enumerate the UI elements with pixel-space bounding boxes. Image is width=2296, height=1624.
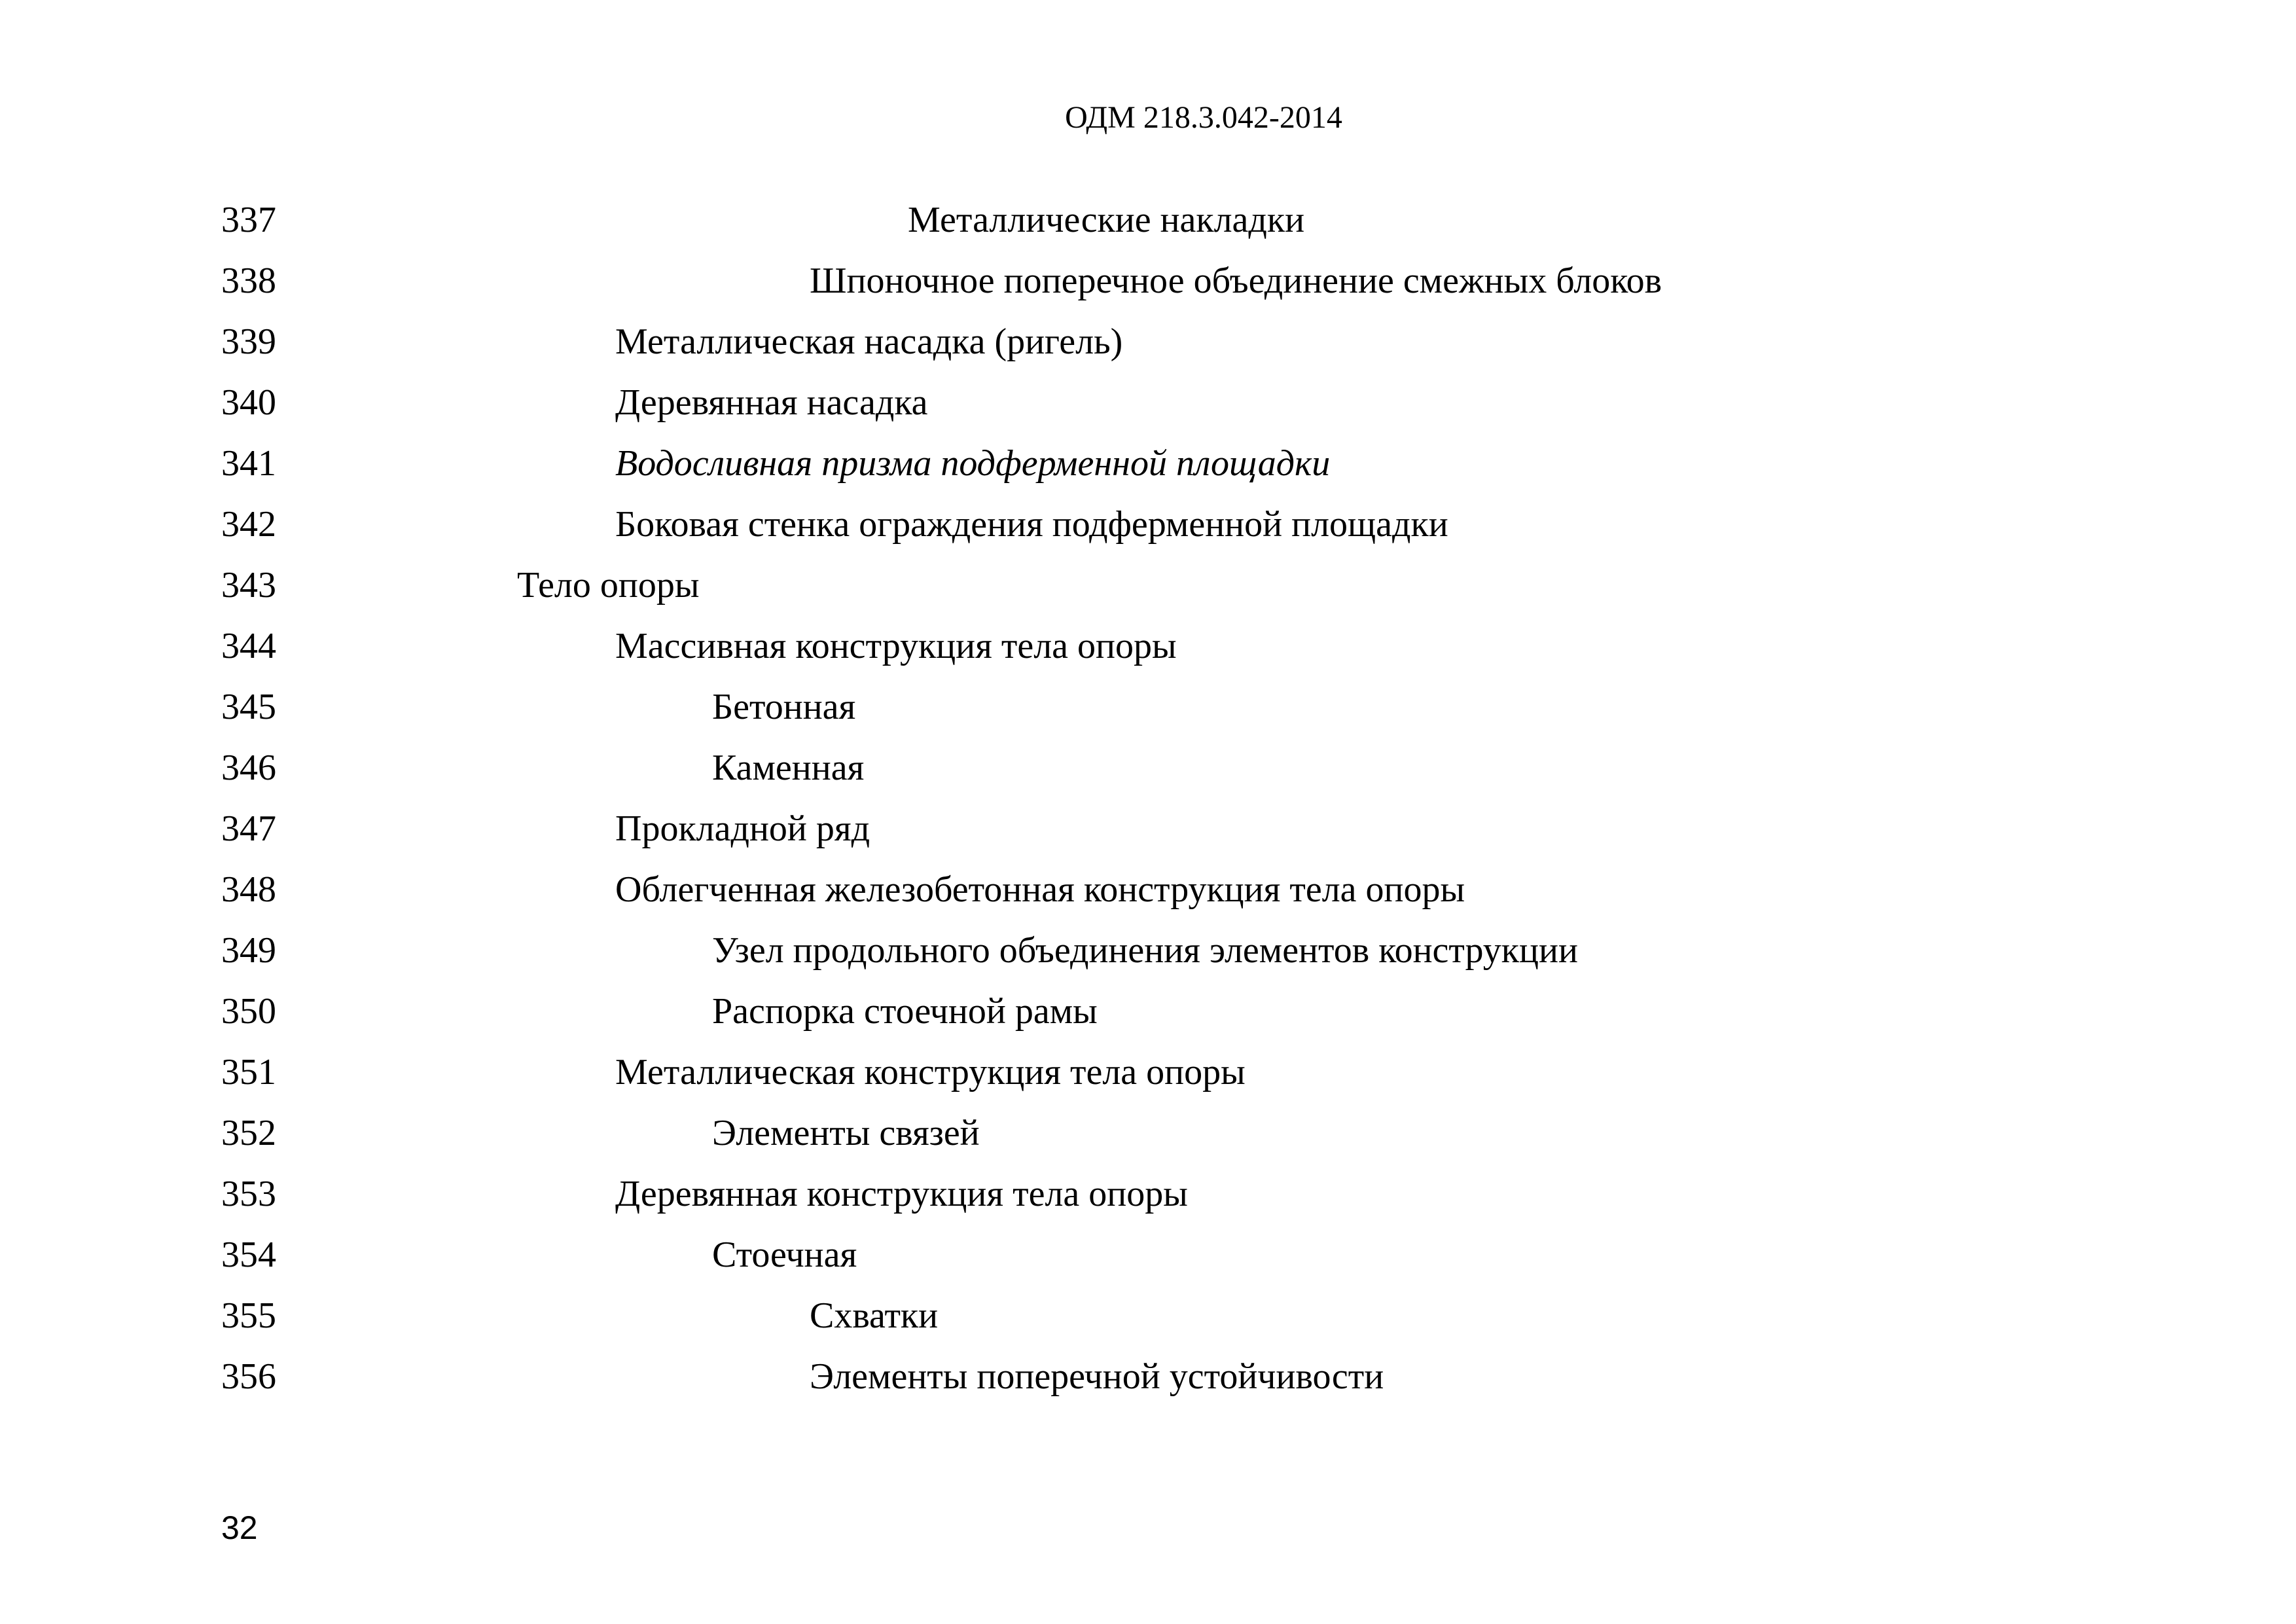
item-text: Облегченная железобетонная конструкция тела опоры bbox=[615, 869, 1465, 910]
item-number: 356 bbox=[221, 1356, 276, 1397]
item-number: 337 bbox=[221, 200, 276, 240]
item-number: 345 bbox=[221, 687, 276, 727]
list-item bbox=[0, 379, 2296, 440]
classifier-list bbox=[0, 196, 2296, 1414]
item-number: 353 bbox=[221, 1174, 276, 1214]
item-number: 346 bbox=[221, 748, 276, 788]
item-text: Шпоночное поперечное объединение смежных блоков bbox=[810, 261, 1662, 301]
item-text: Металлическая конструкция тела опоры bbox=[615, 1052, 1246, 1092]
item-number: 342 bbox=[221, 504, 276, 545]
list-item bbox=[0, 440, 2296, 501]
list-item bbox=[0, 1049, 2296, 1110]
item-number: 344 bbox=[221, 626, 276, 666]
list-item bbox=[0, 1110, 2296, 1170]
item-text: Металлическая насадка (ригель) bbox=[615, 321, 1123, 362]
item-text: Элементы поперечной устойчивости bbox=[810, 1356, 1384, 1397]
item-text: Элементы связей bbox=[712, 1113, 980, 1153]
item-text: Распорка стоечной рамы bbox=[712, 991, 1098, 1032]
document-header: ОДМ 218.3.042-2014 bbox=[1065, 100, 1342, 135]
item-number: 340 bbox=[221, 382, 276, 423]
list-item bbox=[0, 683, 2296, 744]
item-number: 355 bbox=[221, 1295, 276, 1336]
list-item bbox=[0, 501, 2296, 562]
list-item bbox=[0, 1231, 2296, 1292]
item-number: 354 bbox=[221, 1235, 276, 1275]
item-number: 338 bbox=[221, 261, 276, 301]
list-item bbox=[0, 318, 2296, 379]
item-text: Массивная конструкция тела опоры bbox=[615, 626, 1177, 666]
item-text: Тело опоры bbox=[517, 565, 700, 605]
item-text: Схватки bbox=[810, 1295, 939, 1336]
item-text: Бетонная bbox=[712, 687, 856, 727]
list-item bbox=[0, 744, 2296, 805]
list-item bbox=[0, 1170, 2296, 1231]
item-number: 339 bbox=[221, 321, 276, 362]
item-text: Боковая стенка ограждения подферменной площадки bbox=[615, 504, 1448, 545]
item-number: 347 bbox=[221, 808, 276, 849]
list-item bbox=[0, 562, 2296, 623]
list-item bbox=[0, 866, 2296, 927]
item-number: 352 bbox=[221, 1113, 276, 1153]
item-number: 343 bbox=[221, 565, 276, 605]
item-number: 351 bbox=[221, 1052, 276, 1092]
item-text: Металлические накладки bbox=[908, 200, 1305, 240]
list-item bbox=[0, 1353, 2296, 1414]
item-number: 350 bbox=[221, 991, 276, 1032]
list-item bbox=[0, 623, 2296, 683]
item-text: Деревянная насадка bbox=[615, 382, 928, 423]
item-text: Стоечная bbox=[712, 1235, 857, 1275]
item-text: Деревянная конструкция тела опоры bbox=[615, 1174, 1188, 1214]
list-item bbox=[0, 1292, 2296, 1353]
list-item bbox=[0, 196, 2296, 257]
item-number: 341 bbox=[221, 443, 276, 484]
list-item bbox=[0, 805, 2296, 866]
item-text: Узел продольного объединения элементов конструкции bbox=[712, 930, 1578, 971]
page-number: 32 bbox=[221, 1509, 258, 1546]
item-number: 348 bbox=[221, 869, 276, 910]
item-text: Каменная bbox=[712, 748, 865, 788]
item-number: 349 bbox=[221, 930, 276, 971]
list-item bbox=[0, 988, 2296, 1049]
item-text: Прокладной ряд bbox=[615, 808, 870, 849]
list-item bbox=[0, 257, 2296, 318]
list-item bbox=[0, 927, 2296, 988]
item-text: Водосливная призма подферменной площадки bbox=[615, 443, 1331, 484]
